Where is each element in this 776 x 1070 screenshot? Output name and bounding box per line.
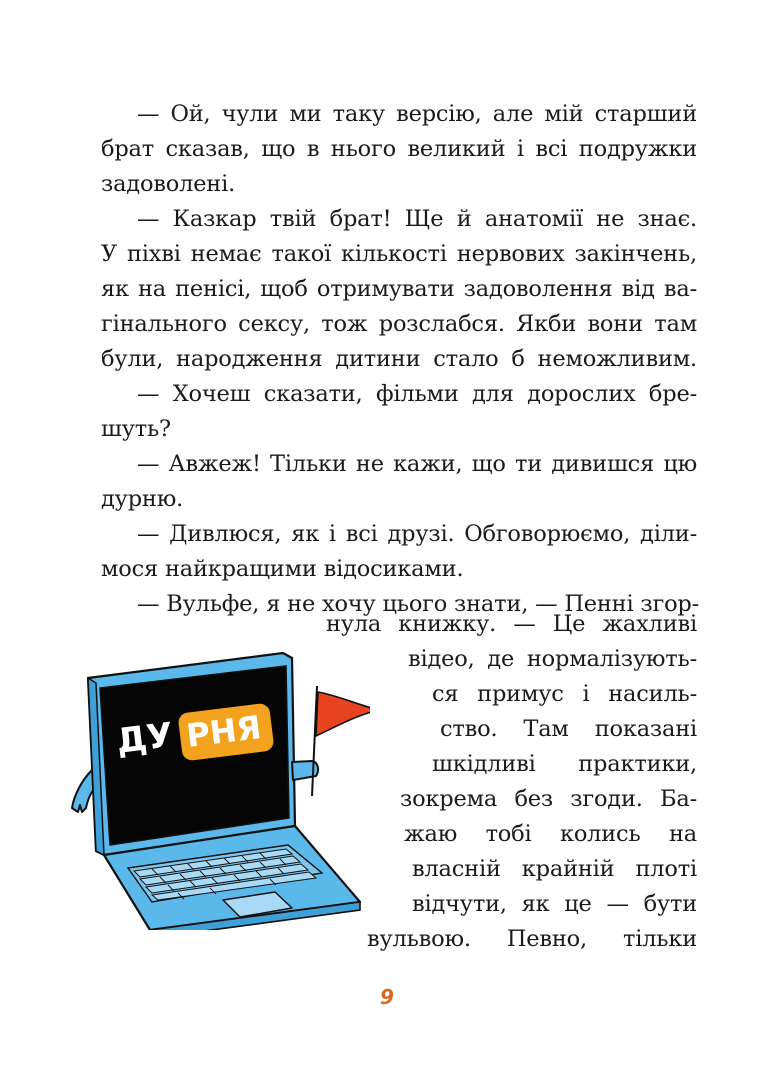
text-line: жаю тобі колись на: [404, 821, 697, 847]
text-line: як на пенісі, щоб отримувати задоволення від ва-: [101, 276, 697, 302]
text-line: У піхві немає такої кількості нервових закінчень,: [101, 241, 697, 267]
page-number: 9: [380, 985, 394, 1009]
text-line: гінального сексу, тож розслабся. Якби вони там: [101, 311, 697, 337]
text-line: шуть?: [101, 416, 171, 442]
text-line: задоволені.: [101, 171, 236, 197]
text-line: зокрема без згоди. Ба-: [400, 786, 697, 812]
screen-word-part1: ДУ: [114, 715, 176, 762]
text-line: вульвою. Певно, тільки: [367, 926, 697, 952]
laptop-illustration: [60, 640, 370, 930]
text-line: власній крайній плоті: [412, 856, 697, 882]
screen-word-part2: РНЯ: [184, 708, 264, 755]
text-line: — Вульфе, я не хочу цього знати, — Пенні згор-: [137, 591, 700, 617]
text-line: шкідливі практики,: [432, 751, 697, 777]
text-line: — Авжеж! Тільки не кажи, що ти дивишся цю: [137, 451, 697, 477]
text-line: — Ой, чули ми таку версію, але мій старший: [137, 101, 697, 127]
text-line: брат сказав, що в нього великий і всі подружки: [101, 136, 697, 162]
text-line: нула книжку. — Це жахливі: [326, 611, 697, 637]
text-line: мося найкращими відосиками.: [101, 556, 464, 582]
text-line: відчути, як це — бути: [412, 891, 697, 917]
text-line: відео, де нормалізують-: [408, 646, 697, 672]
text-line: ство. Там показані: [440, 716, 697, 742]
body-text: [101, 97, 700, 622]
text-line: були, народження дитини стало б неможливим.: [101, 346, 697, 372]
text-line: ся примус і насиль-: [432, 681, 697, 707]
text-line: — Казкар твій брат! Ще й анатомії не знає.: [137, 206, 697, 232]
text-line: — Хочеш сказати, фільми для дорослих бре-: [137, 381, 697, 407]
red-flag-icon: [316, 692, 370, 736]
text-line: — Дивлюся, як і всі друзі. Обговорюємо, діли-: [137, 521, 697, 547]
text-line: дурню.: [101, 486, 184, 512]
flag-pole-icon: [312, 686, 317, 796]
